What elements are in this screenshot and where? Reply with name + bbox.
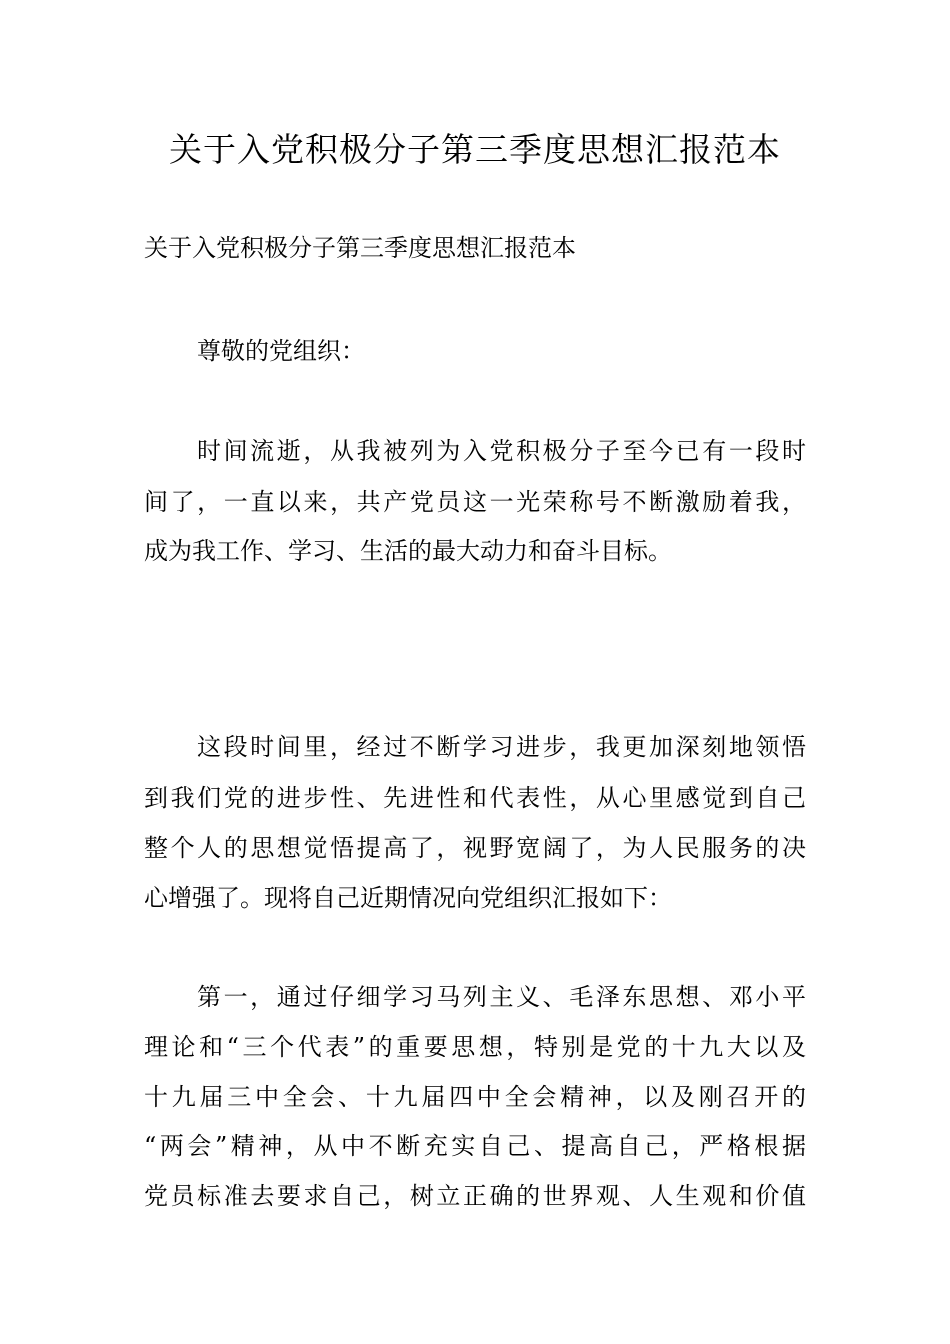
paragraph-3-line-5: 党员标准去要求自己，树立正确的世界观、人生观和价值 [144, 1182, 806, 1210]
paragraph-1-line-2: 间了，一直以来，共产党员这一光荣称号不断激励着我， [144, 488, 806, 516]
document-subtitle: 关于入党积极分子第三季度思想汇报范本 [144, 234, 576, 262]
greeting: 尊敬的党组织： [197, 337, 365, 365]
paragraph-3-line-2: 理论和“三个代表”的重要思想，特别是党的十九大以及 [144, 1033, 806, 1061]
paragraph-2-line-2: 到我们党的进步性、先进性和代表性，从心里感觉到自己 [144, 784, 806, 812]
paragraph-3-line-1: 第一，通过仔细学习马列主义、毛泽东思想、邓小平 [197, 983, 806, 1011]
paragraph-1-line-1: 时间流逝，从我被列为入党积极分子至今已有一段时 [197, 437, 806, 465]
paragraph-2-line-3: 整个人的思想觉悟提高了，视野宽阔了，为人民服务的决 [144, 834, 806, 862]
document-title: 关于入党积极分子第三季度思想汇报范本 [169, 130, 781, 169]
paragraph-2-line-4: 心增强了。现将自己近期情况向党组织汇报如下： [144, 884, 672, 912]
paragraph-3-line-4: “两会”精神，从中不断充实自己、提高自己，严格根据 [144, 1132, 806, 1160]
paragraph-2-line-1: 这段时间里，经过不断学习进步，我更加深刻地领悟 [197, 733, 806, 761]
paragraph-1-line-3: 成为我工作、学习、生活的最大动力和奋斗目标。 [144, 537, 672, 565]
paragraph-3-line-3: 十九届三中全会、十九届四中全会精神，以及刚召开的 [144, 1083, 806, 1111]
